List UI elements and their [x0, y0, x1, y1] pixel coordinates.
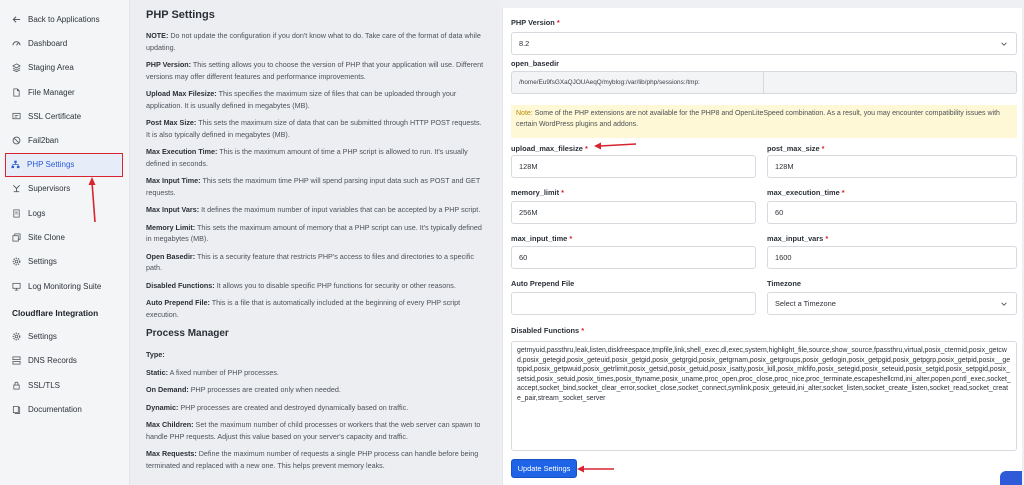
sidebar-item-staging-area[interactable]	[0, 56, 129, 80]
sidebar-item-label: Dashboard	[28, 38, 68, 48]
sidebar-item-label: SSL/TLS	[28, 380, 61, 390]
pm-entry: Max Children: Set the maximum number of child processes or workers that the web server can spawn to handle PHP requests. Adjust this value based on your server's capacity and traffic.	[146, 420, 481, 441]
info-entry: Auto Prepend File: This is a file that is automatically included at the beginning of every PHP script execution.	[146, 298, 461, 319]
compatibility-note: Note: Some of the PHP extensions are not available for the PHP8 and OpenLiteSpeed combination. As a result, you may encounter compatibility issues with certain WordPress plugins and addons.	[511, 105, 1017, 138]
sidebar-item-settings[interactable]	[0, 250, 129, 274]
sidebar-item-dashboard[interactable]	[0, 31, 129, 55]
chat-widget-button[interactable]	[1000, 471, 1022, 485]
monitor-icon	[12, 282, 21, 291]
sidebar-item-label: Settings	[28, 331, 57, 341]
post-max-size-input[interactable]: 128M	[767, 155, 1017, 178]
pm-entry: On Demand: PHP processes are created only when needed.	[146, 385, 341, 394]
sidebar-item-logs[interactable]	[0, 201, 129, 225]
layers-icon	[12, 63, 21, 72]
supervisor-icon	[12, 184, 21, 193]
info-entry: Upload Max Filesize: This specifies the maximum size of files that can be uploaded through your application. It is usually defined in megabytes (MB).	[146, 89, 457, 110]
dashboard-icon	[12, 39, 21, 48]
sidebar-item-label: SSL Certificate	[28, 111, 82, 121]
sitemap-icon	[11, 160, 20, 169]
max-input-vars-label: max_input_vars *	[767, 234, 829, 243]
disabled-functions-textarea[interactable]: getmyuid,passthru,leak,listen,diskfreespace,tmpfile,link,shell_exec,dl,exec,system,highlight_file,source,show_source,fpassthru,virtual,posix_ctermid,posix_getcwd,posix_getegid,posix_geteuid,posix_getgid,posix_getgrgid,posix_getgrnam,posix_getgroups,posix_getlogin,posix_getpgid,posix_getpgrp,posix_getpid,posix__getppid,posix_getpwuid,posix_getrlimit,posix_getsid,posix_getuid,posix_isatty,posix_kill,posix_mkfifo,posix_setegid,posix_seteuid,posix_setgid,posix_setpgid,posix_setsid,posix_setuid,posix_times,posix_ttyname,posix_uname,proc_open,proc_close,proc_nice,proc_terminate,escapeshellcmd,ini_alter,popen,pcntl_exec,socket_accept,socket_bind,socket_clear_error,socket_close,socket_connect,symlink,posix_geteuid,ini_alter,socket_listen,socket_create_listen,socket_read,socket_create_pair,stream_socket_server	[511, 341, 1017, 451]
sidebar-item-dns-records[interactable]	[0, 349, 129, 373]
sidebar-item-php-settings[interactable]	[5, 153, 123, 177]
update-settings-button[interactable]: Update Settings	[511, 459, 577, 478]
chevron-down-icon	[1000, 300, 1008, 308]
sidebar-item-label: Back to Applications	[28, 14, 100, 24]
open-basedir-extra-field	[763, 71, 1017, 94]
sidebar-item-log-monitoring-suite[interactable]	[0, 274, 129, 298]
sidebar-item-supervisors[interactable]	[0, 177, 129, 201]
document-icon	[12, 209, 21, 218]
disabled-functions-label: Disabled Functions *	[511, 326, 585, 335]
sidebar-item-file-manager[interactable]	[0, 80, 129, 104]
sidebar-item-label: PHP Settings	[27, 160, 75, 170]
info-entry: Max Input Time: This sets the maximum time PHP will spend parsing input data such as POST and GET requests.	[146, 176, 481, 197]
php-settings-info-panel	[130, 0, 500, 485]
upload-max-filesize-input[interactable]: 128M	[511, 155, 756, 178]
info-entry: Open Basedir: This is a security feature that restricts PHP's access to files and directories to a specific path.	[146, 251, 475, 272]
sidebar-item-label: Settings	[28, 257, 57, 267]
cloudflare-section-title: Cloudflare Integration	[12, 308, 99, 319]
info-entry: Max Execution Time: This is the maximum amount of time a PHP script is allowed to run. It's usually defined in seconds.	[146, 147, 468, 168]
sidebar-item-label: Staging Area	[28, 63, 74, 73]
process-manager-title: Process Manager	[146, 328, 229, 339]
sidebar-item-site-clone[interactable]	[0, 225, 129, 249]
info-entry: Disabled Functions: It allows you to disable specific PHP functions for security or other reasons.	[146, 280, 456, 290]
max-input-time-label: max_input_time *	[511, 234, 573, 243]
sidebar-item-label: Site Clone	[28, 233, 65, 243]
book-icon	[12, 405, 21, 414]
gear-icon	[12, 257, 21, 266]
max-execution-time-label: max_execution_time *	[767, 188, 845, 197]
pm-entry: Dynamic: PHP processes are created and destroyed dynamically based on traffic.	[146, 402, 409, 412]
sidebar-item-label: Logs	[28, 208, 46, 218]
info-entry: Post Max Size: This sets the maximum size of data that can be submitted through HTTP POST requests. It is also typically defined in megabytes (MB).	[146, 118, 482, 139]
memory-limit-input[interactable]: 256M	[511, 201, 756, 224]
sidebar-item-ssl-tls[interactable]	[0, 373, 129, 397]
sidebar-item-documentation[interactable]	[0, 397, 129, 421]
php-settings-form	[502, 8, 1022, 485]
post-max-size-label: post_max_size *	[767, 144, 825, 153]
sidebar-item-label: Log Monitoring Suite	[28, 281, 102, 291]
auto-prepend-file-label: Auto Prepend File	[511, 279, 575, 288]
sidebar-item-cloudflare-settings[interactable]	[0, 324, 129, 348]
sidebar	[0, 0, 130, 485]
php-version-label: PHP Version *	[511, 18, 560, 27]
pm-entry: Type:	[146, 350, 165, 359]
info-note: NOTE: Do not update the configuration if you don't know what to do. Take care of the format of data while updating.	[146, 31, 481, 52]
open-basedir-label: open_basedir	[511, 59, 560, 68]
max-input-vars-input[interactable]: 1600	[767, 246, 1017, 269]
file-icon	[12, 88, 21, 97]
clone-icon	[12, 233, 21, 242]
pm-entry: Static: A fixed number of PHP processes.	[146, 367, 279, 377]
auto-prepend-file-input[interactable]	[511, 292, 756, 315]
max-input-time-input[interactable]: 60	[511, 246, 756, 269]
sidebar-item-ssl-certificate[interactable]	[0, 104, 129, 128]
chevron-down-icon	[1000, 40, 1008, 48]
info-entry: Memory Limit: This sets the maximum amount of memory that a PHP script can use. It's typically defined in megabytes (MB).	[146, 222, 482, 243]
certificate-icon	[12, 112, 21, 121]
sidebar-item-label: Documentation	[28, 404, 82, 414]
sidebar-item-label: Fail2ban	[28, 136, 59, 146]
lock-icon	[12, 381, 21, 390]
timezone-label: Timezone	[767, 279, 801, 288]
dns-icon	[12, 356, 21, 365]
sidebar-item-label: File Manager	[28, 87, 75, 97]
sidebar-item-fail2ban[interactable]	[0, 128, 129, 152]
upload-max-filesize-label: upload_max_filesize *	[511, 144, 588, 153]
open-basedir-field: /home/Eu9fsGXaQJOUAeqQ/myblog:/var/lib/php/sessions:/tmp:	[511, 71, 764, 94]
info-entry: Max Input Vars: It defines the maximum number of input variables that can be accepted by a PHP script.	[146, 205, 481, 214]
sidebar-item-back-to-applications[interactable]	[0, 7, 129, 31]
memory-limit-label: memory_limit *	[511, 188, 565, 197]
ban-icon	[12, 136, 21, 145]
sidebar-item-label: DNS Records	[28, 356, 77, 366]
gear-icon	[12, 332, 21, 341]
page-title: PHP Settings	[146, 9, 215, 21]
info-entry: PHP Version: This setting allows you to choose the version of PHP that your application will use. Different versions may offer different features and performance improvements.	[146, 60, 484, 81]
arrow-left-icon	[12, 15, 21, 24]
max-execution-time-input[interactable]: 60	[767, 201, 1017, 224]
pm-entry: Max Requests: Define the maximum number of requests a single PHP process can handle before being terminated and replaced with a new one. This helps prevent memory leaks.	[146, 449, 479, 470]
php-version-select[interactable]: 8.2	[511, 32, 1017, 55]
timezone-select[interactable]: Select a Timezone	[767, 292, 1017, 315]
sidebar-item-label: Supervisors	[28, 184, 71, 194]
